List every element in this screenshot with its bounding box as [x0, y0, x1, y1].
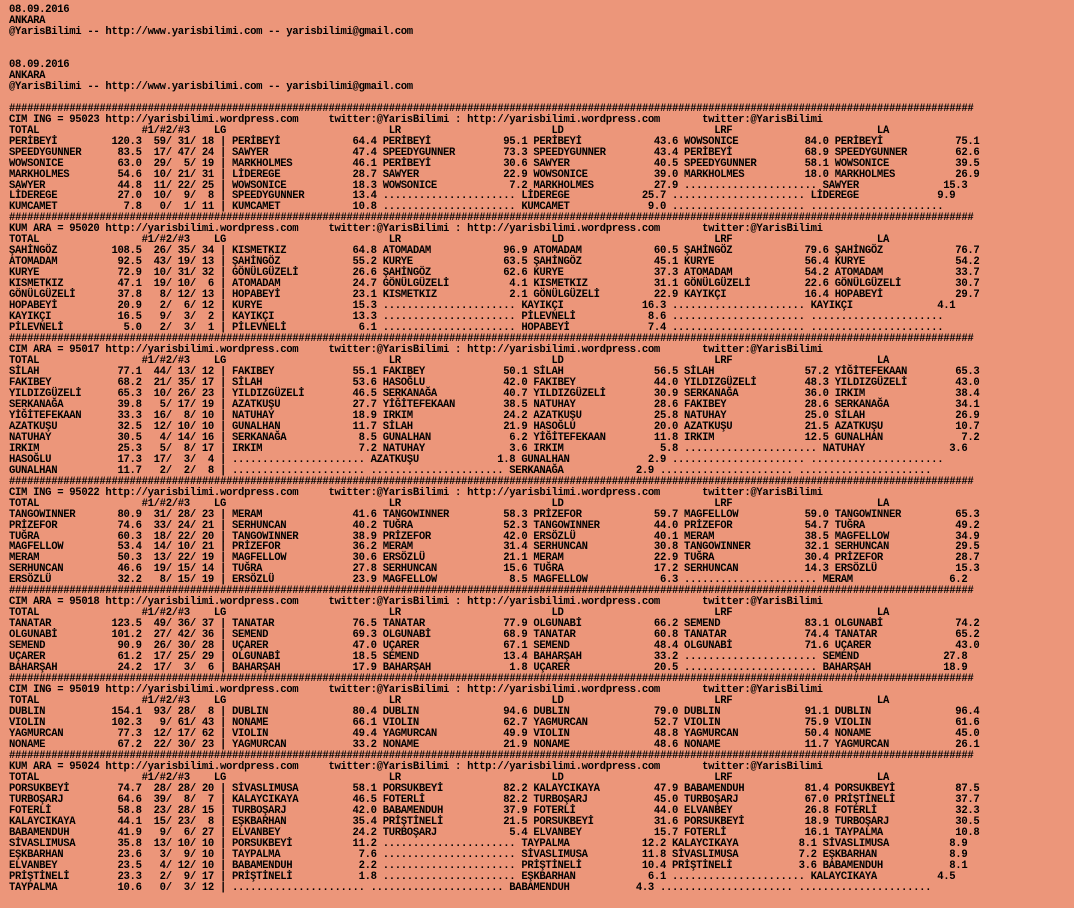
race-row: UÇARER 61.2 17/ 25/ 29 | OLGUNABİ 18.5 SEMEND 13.4 BAHARŞAH 33.2 ...................... SEMEND 27.8: [9, 651, 968, 664]
race-row: TUĞRA 60.3 18/ 22/ 20 | TANGOWINNER 38.9 PRİZEFOR 42.0 ERSÖZLÜ 40.1 MERAM 38.5 MAGFELLOW 34.9: [9, 530, 980, 543]
race-row: HASOĞLU 17.3 17/ 3/ 4 | ...................... AZATKUŞU 1.8 GUNALHAN 2.9 ...................... ......................: [9, 453, 944, 466]
race-row: SERKANAĞA 39.8 5/ 17/ 19 | AZATKUŞU 27.7 YİĞİTEFEKAAN 38.5 NATUHAY 28.6 FAKIBEY 28.6 SERKANAĞA 34.1: [9, 398, 980, 411]
race-column-header: TOTAL #1/#2/#3 LG LR LD LRF LA: [9, 497, 889, 510]
race-block: [9, 586, 1074, 674]
race-row: YAGMURCAN 77.3 12/ 17/ 62 | VIOLIN 49.4 YAGMURCAN 49.9 VIOLIN 48.8 YAGMURCAN 50.4 NONAME 45.0: [9, 727, 980, 740]
race-row: MERAM 50.3 13/ 22/ 19 | MAGFELLOW 30.6 ERSÖZLÜ 21.1 MERAM 22.9 TUĞRA 30.4 PRİZEFOR 28.7: [9, 552, 980, 565]
race-column-header: TOTAL #1/#2/#3 LG LR LD LRF LA: [9, 695, 889, 708]
race-block: [9, 213, 1074, 334]
race-row: KALAYCIKAYA 44.1 15/ 23/ 8 | EŞKBARHAN 35.4 PRİŞTİNELİ 21.5 PORSUKBEYİ 31.6 PORSUKBEYİ 18.9 TURBOŞARJ 30.5: [9, 815, 980, 828]
race-row: IRKIM 25.3 5/ 8/ 17 | IRKIM 7.2 NATUHAY 3.6 IRKIM 5.8 ...................... NATUHAY 3.6: [9, 442, 968, 455]
race-block: [9, 674, 1074, 751]
race-row: SPEEDYGUNNER 83.5 17/ 47/ 24 | SAWYER 47.4 SPEEDYGUNNER 73.3 SPEEDYGUNNER 43.4 PERİBEYİ 68.9 SPEEDYGUNNER 62.6: [9, 146, 980, 159]
race-title: CIM ING = 95019 http://yarisbilimi.wordpress.com twitter:@YarisBilimi : http://yarisbilimi.wordpress.com twitter:@YarisBilimi: [9, 684, 823, 697]
race-row: NONAME 67.2 22/ 30/ 23 | YAGMURCAN 33.2 NONAME 21.9 NONAME 48.6 NONAME 11.7 YAGMURCAN 26.1: [9, 738, 980, 751]
race-row: YİĞİTEFEKAAN 33.3 16/ 8/ 10 | NATUHAY 18.9 IRKIM 24.2 AZATKUŞU 25.8 NATUHAY 25.0 SİLAH 26.9: [9, 409, 980, 422]
race-row: BAHARŞAH 24.2 17/ 3/ 6 | BAHARŞAH 17.9 BAHARŞAH 1.8 UÇARER 20.5 ...................... BAHARŞAH 18.9: [9, 662, 968, 675]
race-row: BABAMENDUH 41.9 9/ 6/ 27 | ELVANBEY 24.2 TURBOŞARJ 5.4 ELVANBEY 15.7 FOTERLİ 16.1 TAYPALMA 10.8: [9, 826, 980, 839]
race-title: CIM ARA = 95017 http://yarisbilimi.wordpress.com twitter:@YarisBilimi : http://yarisbilimi.wordpress.com twitter:@YarisBilimi: [9, 344, 823, 357]
race-row: PRİZEFOR 74.6 33/ 24/ 21 | SERHUNCAN 40.2 TUĞRA 52.3 TANGOWINNER 44.0 PRİZEFOR 54.7 TUĞRA 49.2: [9, 519, 980, 532]
race-row: SAWYER 44.8 11/ 22/ 25 | WOWSONICE 18.3 WOWSONICE 7.2 MARKHOLMES 27.9 ...................... SAWYER 15.3: [9, 179, 968, 192]
race-row: PORSUKBEYİ 74.7 28/ 28/ 20 | SİVASLIMUSA 58.1 PORSUKBEYİ 82.2 KALAYCIKAYA 47.9 BABAMENDUH 81.4 PORSUKBEYİ 87.5: [9, 782, 980, 795]
separator-line: ################################################################################################################################################################: [9, 333, 974, 346]
race-column-header: TOTAL #1/#2/#3 LG LR LD LRF LA: [9, 607, 889, 620]
race-row: MARKHOLMES 54.6 10/ 21/ 31 | LİDEREGE 28.7 SAWYER 22.9 WOWSONICE 39.0 MARKHOLMES 18.0 MARKHOLMES 26.9: [9, 168, 980, 181]
separator-line: ################################################################################################################################################################: [9, 673, 974, 686]
race-row: DUBLIN 154.1 93/ 28/ 8 | DUBLIN 80.4 DUBLIN 94.6 DUBLIN 79.0 DUBLIN 91.1 DUBLIN 96.4: [9, 706, 980, 718]
races-container: [9, 104, 1074, 894]
race-row: HOPABEYİ 20.9 2/ 6/ 12 | KURYE 15.3 ...................... KAYIKÇI 16.3 ...................... KAYIKÇI 4.1: [9, 300, 956, 313]
separator-line: ################################################################################################################################################################: [9, 749, 974, 762]
race-row: SEMEND 90.9 26/ 30/ 28 | UÇARER 47.0 UÇARER 67.1 SEMEND 48.4 OLGUNABİ 71.6 UÇARER 43.0: [9, 640, 980, 653]
race-column-header: TOTAL #1/#2/#3 LG LR LD LRF LA: [9, 771, 889, 784]
separator-line: ################################################################################################################################################################: [9, 212, 974, 225]
race-row: SİLAH 77.1 44/ 13/ 12 | FAKIBEY 55.1 FAKIBEY 50.1 SİLAH 56.5 SİLAH 57.2 YİĞİTEFEKAAN 65.3: [9, 365, 980, 378]
race-row: KAYIKÇI 16.5 9/ 3/ 2 | KAYIKÇI 13.3 ...................... PİLEVNELİ 8.6 ...................... ......................: [9, 311, 944, 324]
race-row: KUMCAMET 7.8 0/ 1/ 11 | KUMCAMET 10.8 ...................... KUMCAMET 9.0 ...................... ......................: [9, 201, 944, 214]
race-row: WOWSONICE 63.0 29/ 5/ 19 | MARKHOLMES 46.1 PERİBEYİ 30.6 SAWYER 40.5 SPEEDYGUNNER 58.1 WOWSONICE 39.5: [9, 157, 980, 170]
race-row: PRİŞTİNELİ 23.3 2/ 9/ 17 | PRİŞTİNELİ 1.8 ...................... EŞKBARHAN 6.1 ...................... KALAYCIKAYA 4.5: [9, 870, 956, 883]
race-row: OLGUNABİ 101.2 27/ 42/ 36 | SEMEND 69.3 OLGUNABİ 68.9 TANATAR 60.8 TANATAR 74.4 TANATAR 65.2: [9, 629, 980, 642]
separator-line: ################################################################################################################################################################: [9, 475, 974, 488]
race-title: KUM ARA = 95020 http://yarisbilimi.wordpress.com twitter:@YarisBilimi : http://yarisbilimi.wordpress.com twitter:@YarisBilimi: [9, 223, 823, 236]
race-title: CIM ARA = 95018 http://yarisbilimi.wordpress.com twitter:@YarisBilimi : http://yarisbilimi.wordpress.com twitter:@YarisBilimi: [9, 596, 823, 609]
race-row: FAKIBEY 68.2 21/ 35/ 17 | SİLAH 53.6 HASOĞLU 42.0 FAKIBEY 44.0 YILDIZGÜZELİ 48.3 YILDIZGÜZELİ 43.0: [9, 376, 980, 389]
race-row: KISMETKIZ 47.1 19/ 10/ 6 | ATOMADAM 24.7 GÖNÜLGÜZELİ 4.1 KISMETKIZ 31.1 GÖNÜLGÜZELİ 22.6 GÖNÜLGÜZELİ 30.7: [9, 278, 980, 291]
spacer: [9, 49, 1074, 60]
race-column-header: TOTAL #1/#2/#3 LG LR LD LRF LA: [9, 234, 889, 247]
race-row: ŞAHİNGÖZ 108.5 26/ 35/ 34 | KISMETKIZ 64.8 ATOMADAM 96.9 ATOMADAM 60.5 ŞAHİNGÖZ 79.6 ŞAHİNGÖZ 76.7: [9, 245, 980, 258]
race-row: GUNALHAN 11.7 2/ 2/ 8 | ...................... ...................... SERKANAĞA 2.9 ...................... ......................: [9, 464, 932, 477]
race-row: TANGOWINNER 80.9 31/ 28/ 23 | MERAM 41.6 TANGOWINNER 58.3 PRİZEFOR 59.7 MAGFELLOW 59.0 TANGOWINNER 65.3: [9, 508, 980, 521]
race-column-header: TOTAL #1/#2/#3 LG LR LD LRF LA: [9, 355, 889, 367]
race-row: LİDEREGE 27.0 10/ 9/ 8 | SPEEDYGUNNER 13.4 ...................... LİDEREGE 25.7 ...................... LİDEREGE 9.9: [9, 190, 956, 203]
race-block: [9, 334, 1074, 477]
race-row: YILDIZGÜZELİ 65.3 10/ 26/ 23 | YILDIZGÜZELİ 46.5 SERKANAĞA 40.7 YILDIZGÜZELİ 30.9 SERKANAĞA 36.0 IRKIM 38.4: [9, 387, 980, 400]
report-contact-repeat: @YarisBilimi -- http://www.yarisbilimi.com -- yarisbilimi@gmail.com: [9, 80, 413, 93]
race-row: ATOMADAM 92.5 43/ 19/ 13 | ŞAHİNGÖZ 55.2 KURYE 63.5 ŞAHİNGÖZ 45.1 KURYE 56.4 KURYE 54.2: [9, 256, 980, 269]
report-city-repeat: ANKARA: [9, 69, 46, 82]
report-contact: @YarisBilimi -- http://www.yarisbilimi.com -- yarisbilimi@gmail.com: [9, 25, 413, 38]
race-row: NATUHAY 30.5 4/ 14/ 16 | SERKANAĞA 8.5 GUNALHAN 6.2 YİĞİTEFEKAAN 11.8 IRKIM 12.5 GUNALHAN 7.2: [9, 431, 980, 444]
race-column-header: TOTAL #1/#2/#3 LG LR LD LRF LA: [9, 124, 889, 137]
spacer: [9, 38, 1074, 49]
race-row: AZATKUŞU 32.5 12/ 10/ 10 | GUNALHAN 11.7 SİLAH 21.9 HASOĞLU 20.0 AZATKUŞU 21.5 AZATKUŞU 10.7: [9, 420, 980, 433]
race-row: KURYE 72.9 10/ 31/ 32 | GÖNÜLGÜZELİ 26.6 ŞAHİNGÖZ 62.6 KURYE 37.3 ATOMADAM 54.2 ATOMADAM 33.7: [9, 267, 980, 280]
race-block: [9, 477, 1074, 587]
race-row: PERİBEYİ 120.3 59/ 31/ 18 | PERİBEYİ 64.4 PERİBEYİ 95.1 PERİBEYİ 43.6 WOWSONICE 84.0 PERİBEYİ 75.1: [9, 135, 980, 148]
separator-line: ################################################################################################################################################################: [9, 585, 974, 598]
race-row: VIOLIN 102.3 9/ 61/ 43 | NONAME 66.1 VIOLIN 62.7 YAGMURCAN 52.7 VIOLIN 75.9 VIOLIN 61.6: [9, 716, 980, 729]
race-row: ELVANBEY 23.5 4/ 12/ 10 | BABAMENDUH 2.2 ...................... PRİŞTİNELİ 10.4 PRİŞTİNELİ 3.6 BABAMENDUH 8.1: [9, 859, 968, 872]
race-title: CIM ING = 95022 http://yarisbilimi.wordpress.com twitter:@YarisBilimi : http://yarisbilimi.wordpress.com twitter:@YarisBilimi: [9, 486, 823, 499]
race-row: MAGFELLOW 53.4 14/ 10/ 21 | PRİZEFOR 36.2 MERAM 31.4 SERHUNCAN 30.8 TANGOWINNER 32.1 SERHUNCAN 29.5: [9, 541, 980, 554]
separator-line: ################################################################################################################################################################: [9, 102, 974, 115]
race-row: TURBOŞARJ 64.6 39/ 8/ 7 | KALAYCIKAYA 46.5 FOTERLİ 82.2 TURBOŞARJ 45.0 TURBOŞARJ 67.0 PRİŞTİNELİ 37.7: [9, 793, 980, 806]
race-title: KUM ARA = 95024 http://yarisbilimi.wordpress.com twitter:@YarisBilimi : http://yarisbilimi.wordpress.com twitter:@YarisBilimi: [9, 760, 823, 773]
race-row: EŞKBARHAN 23.6 3/ 9/ 10 | TAYPALMA 7.6 ...................... SİVASLIMUSA 11.8 SİVASLIMUSA 7.2 EŞKBARHAN 8.9: [9, 848, 968, 861]
race-row: TANATAR 123.5 49/ 36/ 37 | TANATAR 76.5 TANATAR 77.9 OLGUNABİ 66.2 SEMEND 83.1 OLGUNABİ 74.2: [9, 618, 980, 631]
race-block: [9, 751, 1074, 894]
race-block: [9, 104, 1074, 214]
race-title: CIM ING = 95023 http://yarisbilimi.wordpress.com twitter:@YarisBilimi : http://yarisbilimi.wordpress.com twitter:@YarisBilimi: [9, 113, 823, 126]
report-date: 08.09.2016: [9, 4, 70, 16]
race-row: FOTERLİ 58.8 23/ 28/ 15 | TURBOŞARJ 42.0 BABAMENDUH 37.9 FOTERLİ 44.0 ELVANBEY 26.8 FOTERLİ 32.3: [9, 804, 980, 817]
report-date-repeat: 08.09.2016: [9, 58, 70, 71]
race-row: TAYPALMA 10.6 0/ 3/ 12 | ...................... ...................... BABAMENDUH 4.3 ...................... ......................: [9, 881, 932, 894]
report-city: ANKARA: [9, 14, 46, 27]
race-row: ERSÖZLÜ 32.2 8/ 15/ 19 | ERSÖZLÜ 23.9 MAGFELLOW 8.5 MAGFELLOW 6.3 ...................... MERAM 6.2: [9, 574, 968, 587]
race-row: SERHUNCAN 46.6 19/ 15/ 14 | TUĞRA 27.8 SERHUNCAN 15.6 TUĞRA 17.2 SERHUNCAN 14.3 ERSÖZLÜ 15.3: [9, 563, 980, 576]
race-row: PİLEVNELİ 5.0 2/ 3/ 1 | PİLEVNELİ 6.1 ...................... HOPABEYİ 7.4 ...................... ......................: [9, 322, 944, 335]
race-row: GÖNÜLGÜZELİ 37.8 8/ 12/ 13 | HOPABEYİ 23.1 KISMETKIZ 2.1 GÖNÜLGÜZELİ 22.9 KAYIKÇI 16.4 HOPABEYİ 29.7: [9, 289, 980, 302]
race-row: SİVASLIMUSA 35.8 13/ 10/ 10 | PORSUKBEYİ 11.2 ...................... TAYPALMA 12.2 KALAYCIKAYA 8.1 SİVASLIMUSA 8.9: [9, 837, 968, 850]
